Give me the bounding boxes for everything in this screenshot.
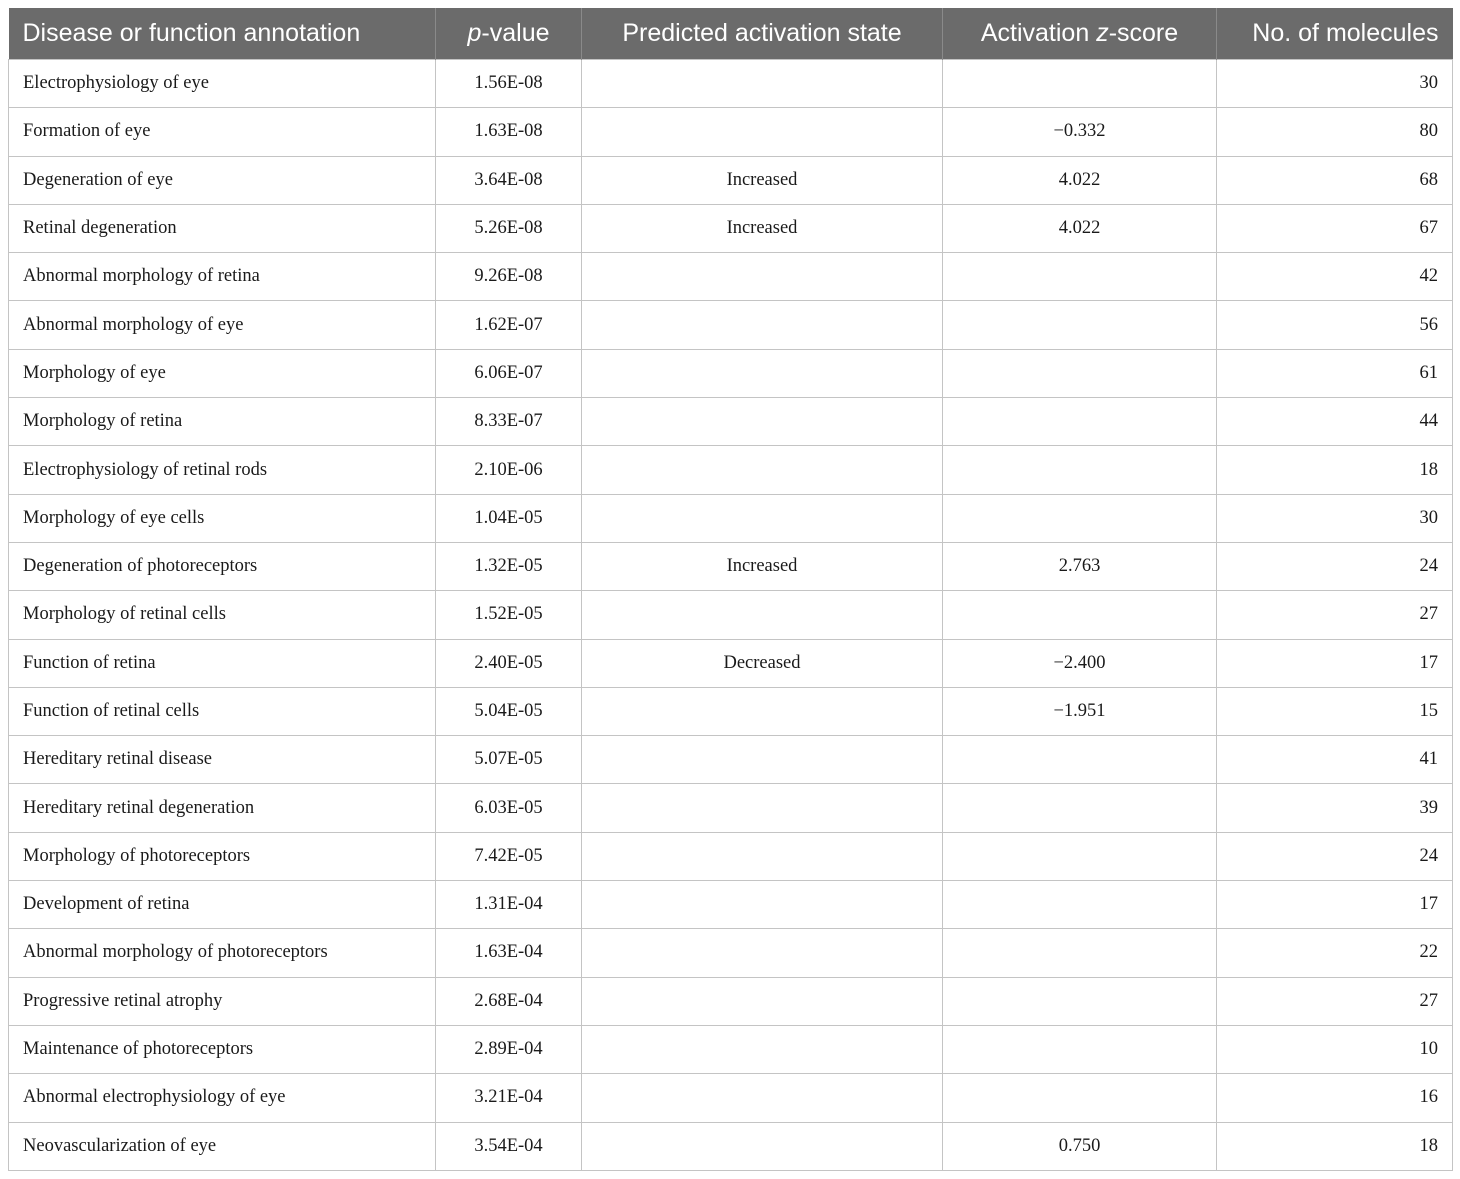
table-row	[9, 398, 1453, 446]
header-zscore-pre: Activation	[980, 19, 1097, 47]
cell-activation-state	[582, 446, 943, 494]
cell-pvalue: 2.10E-06	[436, 446, 582, 494]
cell-zscore	[943, 301, 1217, 349]
cell-activation-state	[582, 832, 943, 880]
header-zscore-post: -score	[1108, 19, 1179, 47]
table-row	[9, 156, 1453, 204]
cell-molecule-count: 61	[1217, 349, 1453, 397]
cell-activation-state: Increased	[582, 204, 943, 252]
cell-pvalue: 1.31E-04	[436, 881, 582, 929]
cell-zscore: −0.332	[943, 108, 1217, 156]
cell-annotation: Function of retinal cells	[9, 687, 436, 735]
cell-annotation: Function of retina	[9, 639, 436, 687]
cell-zscore	[943, 1025, 1217, 1073]
cell-molecule-count: 22	[1217, 929, 1453, 977]
cell-pvalue: 5.04E-05	[436, 687, 582, 735]
table-row	[9, 736, 1453, 784]
table-body	[9, 60, 1453, 1171]
cell-annotation: Progressive retinal atrophy	[9, 977, 436, 1025]
cell-annotation: Neovascularization of eye	[9, 1122, 436, 1170]
cell-zscore	[943, 736, 1217, 784]
header-molecules-text: No. of molecules	[1252, 19, 1439, 47]
header-pvalue	[436, 8, 582, 60]
cell-activation-state	[582, 60, 943, 108]
cell-pvalue: 2.68E-04	[436, 977, 582, 1025]
header-row	[9, 8, 1453, 60]
cell-molecule-count: 41	[1217, 736, 1453, 784]
cell-activation-state	[582, 494, 943, 542]
cell-activation-state: Increased	[582, 542, 943, 590]
cell-zscore: −1.951	[943, 687, 1217, 735]
cell-annotation: Degeneration of photoreceptors	[9, 542, 436, 590]
header-annotation	[9, 8, 436, 60]
cell-activation-state	[582, 1122, 943, 1170]
header-pvalue-rest: -value	[481, 19, 550, 47]
header-pvalue-italic: p	[467, 19, 482, 47]
cell-molecule-count: 10	[1217, 1025, 1453, 1073]
cell-activation-state	[582, 108, 943, 156]
cell-activation-state: Decreased	[582, 639, 943, 687]
cell-zscore: −2.400	[943, 639, 1217, 687]
cell-molecule-count: 30	[1217, 494, 1453, 542]
table-row	[9, 494, 1453, 542]
header-state-text: Predicted activation state	[622, 19, 902, 47]
cell-molecule-count: 80	[1217, 108, 1453, 156]
cell-zscore: 0.750	[943, 1122, 1217, 1170]
cell-annotation: Morphology of retinal cells	[9, 591, 436, 639]
table-row	[9, 929, 1453, 977]
header-molecules	[1217, 8, 1453, 60]
cell-activation-state	[582, 1074, 943, 1122]
cell-zscore	[943, 494, 1217, 542]
table-row	[9, 108, 1453, 156]
header-zscore-italic: z	[1096, 19, 1109, 47]
cell-annotation: Formation of eye	[9, 108, 436, 156]
cell-molecule-count: 16	[1217, 1074, 1453, 1122]
cell-pvalue: 5.26E-08	[436, 204, 582, 252]
table-row	[9, 591, 1453, 639]
table-row	[9, 204, 1453, 252]
cell-annotation: Electrophysiology of retinal rods	[9, 446, 436, 494]
cell-zscore	[943, 591, 1217, 639]
table-row	[9, 881, 1453, 929]
header-annotation-text: Disease or function annotation	[22, 19, 361, 47]
table-row	[9, 1074, 1453, 1122]
cell-pvalue: 2.40E-05	[436, 639, 582, 687]
cell-pvalue: 9.26E-08	[436, 253, 582, 301]
cell-zscore	[943, 784, 1217, 832]
cell-annotation: Morphology of photoreceptors	[9, 832, 436, 880]
cell-molecule-count: 18	[1217, 446, 1453, 494]
table-row	[9, 1025, 1453, 1073]
cell-activation-state	[582, 687, 943, 735]
table-row	[9, 301, 1453, 349]
cell-zscore	[943, 1074, 1217, 1122]
cell-zscore: 4.022	[943, 204, 1217, 252]
table-row	[9, 60, 1453, 108]
cell-annotation: Retinal degeneration	[9, 204, 436, 252]
cell-annotation: Development of retina	[9, 881, 436, 929]
cell-molecule-count: 44	[1217, 398, 1453, 446]
cell-molecule-count: 27	[1217, 591, 1453, 639]
cell-pvalue: 1.63E-08	[436, 108, 582, 156]
cell-molecule-count: 24	[1217, 542, 1453, 590]
cell-molecule-count: 17	[1217, 881, 1453, 929]
cell-molecule-count: 30	[1217, 60, 1453, 108]
cell-activation-state	[582, 929, 943, 977]
cell-pvalue: 1.63E-04	[436, 929, 582, 977]
annotation-table-container	[8, 8, 1452, 1171]
cell-molecule-count: 24	[1217, 832, 1453, 880]
header-zscore	[943, 8, 1217, 60]
cell-molecule-count: 17	[1217, 639, 1453, 687]
cell-molecule-count: 56	[1217, 301, 1453, 349]
cell-zscore	[943, 349, 1217, 397]
cell-zscore	[943, 446, 1217, 494]
cell-pvalue: 5.07E-05	[436, 736, 582, 784]
cell-annotation: Morphology of retina	[9, 398, 436, 446]
cell-activation-state	[582, 349, 943, 397]
cell-pvalue: 1.32E-05	[436, 542, 582, 590]
table-row	[9, 253, 1453, 301]
cell-molecule-count: 15	[1217, 687, 1453, 735]
cell-zscore: 4.022	[943, 156, 1217, 204]
cell-activation-state	[582, 301, 943, 349]
table-header	[9, 8, 1453, 60]
cell-activation-state	[582, 736, 943, 784]
cell-pvalue: 3.64E-08	[436, 156, 582, 204]
table-row	[9, 784, 1453, 832]
cell-pvalue: 3.21E-04	[436, 1074, 582, 1122]
cell-annotation: Morphology of eye	[9, 349, 436, 397]
cell-activation-state	[582, 881, 943, 929]
cell-zscore	[943, 253, 1217, 301]
cell-molecule-count: 39	[1217, 784, 1453, 832]
cell-activation-state	[582, 253, 943, 301]
cell-annotation: Hereditary retinal degeneration	[9, 784, 436, 832]
cell-zscore	[943, 929, 1217, 977]
cell-annotation: Degeneration of eye	[9, 156, 436, 204]
cell-annotation: Abnormal morphology of photoreceptors	[9, 929, 436, 977]
cell-activation-state	[582, 1025, 943, 1073]
cell-zscore	[943, 398, 1217, 446]
cell-pvalue: 1.52E-05	[436, 591, 582, 639]
cell-annotation: Hereditary retinal disease	[9, 736, 436, 784]
cell-pvalue: 6.03E-05	[436, 784, 582, 832]
header-state	[582, 8, 943, 60]
cell-zscore	[943, 832, 1217, 880]
table-row	[9, 687, 1453, 735]
cell-molecule-count: 27	[1217, 977, 1453, 1025]
cell-annotation: Abnormal electrophysiology of eye	[9, 1074, 436, 1122]
cell-activation-state: Increased	[582, 156, 943, 204]
table-row	[9, 832, 1453, 880]
cell-pvalue: 3.54E-04	[436, 1122, 582, 1170]
cell-annotation: Abnormal morphology of eye	[9, 301, 436, 349]
annotation-table	[8, 8, 1453, 1171]
cell-pvalue: 6.06E-07	[436, 349, 582, 397]
table-row	[9, 349, 1453, 397]
cell-molecule-count: 18	[1217, 1122, 1453, 1170]
table-row	[9, 542, 1453, 590]
cell-pvalue: 7.42E-05	[436, 832, 582, 880]
cell-molecule-count: 67	[1217, 204, 1453, 252]
cell-annotation: Maintenance of photoreceptors	[9, 1025, 436, 1073]
cell-activation-state	[582, 398, 943, 446]
cell-pvalue: 2.89E-04	[436, 1025, 582, 1073]
table-row	[9, 977, 1453, 1025]
table-row	[9, 639, 1453, 687]
cell-zscore: 2.763	[943, 542, 1217, 590]
cell-activation-state	[582, 784, 943, 832]
cell-activation-state	[582, 977, 943, 1025]
cell-zscore	[943, 60, 1217, 108]
table-row	[9, 446, 1453, 494]
cell-activation-state	[582, 591, 943, 639]
cell-molecule-count: 42	[1217, 253, 1453, 301]
cell-pvalue: 1.62E-07	[436, 301, 582, 349]
cell-pvalue: 8.33E-07	[436, 398, 582, 446]
cell-annotation: Electrophysiology of eye	[9, 60, 436, 108]
cell-pvalue: 1.56E-08	[436, 60, 582, 108]
cell-annotation: Morphology of eye cells	[9, 494, 436, 542]
cell-zscore	[943, 977, 1217, 1025]
table-row	[9, 1122, 1453, 1170]
cell-pvalue: 1.04E-05	[436, 494, 582, 542]
cell-annotation: Abnormal morphology of retina	[9, 253, 436, 301]
cell-zscore	[943, 881, 1217, 929]
cell-molecule-count: 68	[1217, 156, 1453, 204]
